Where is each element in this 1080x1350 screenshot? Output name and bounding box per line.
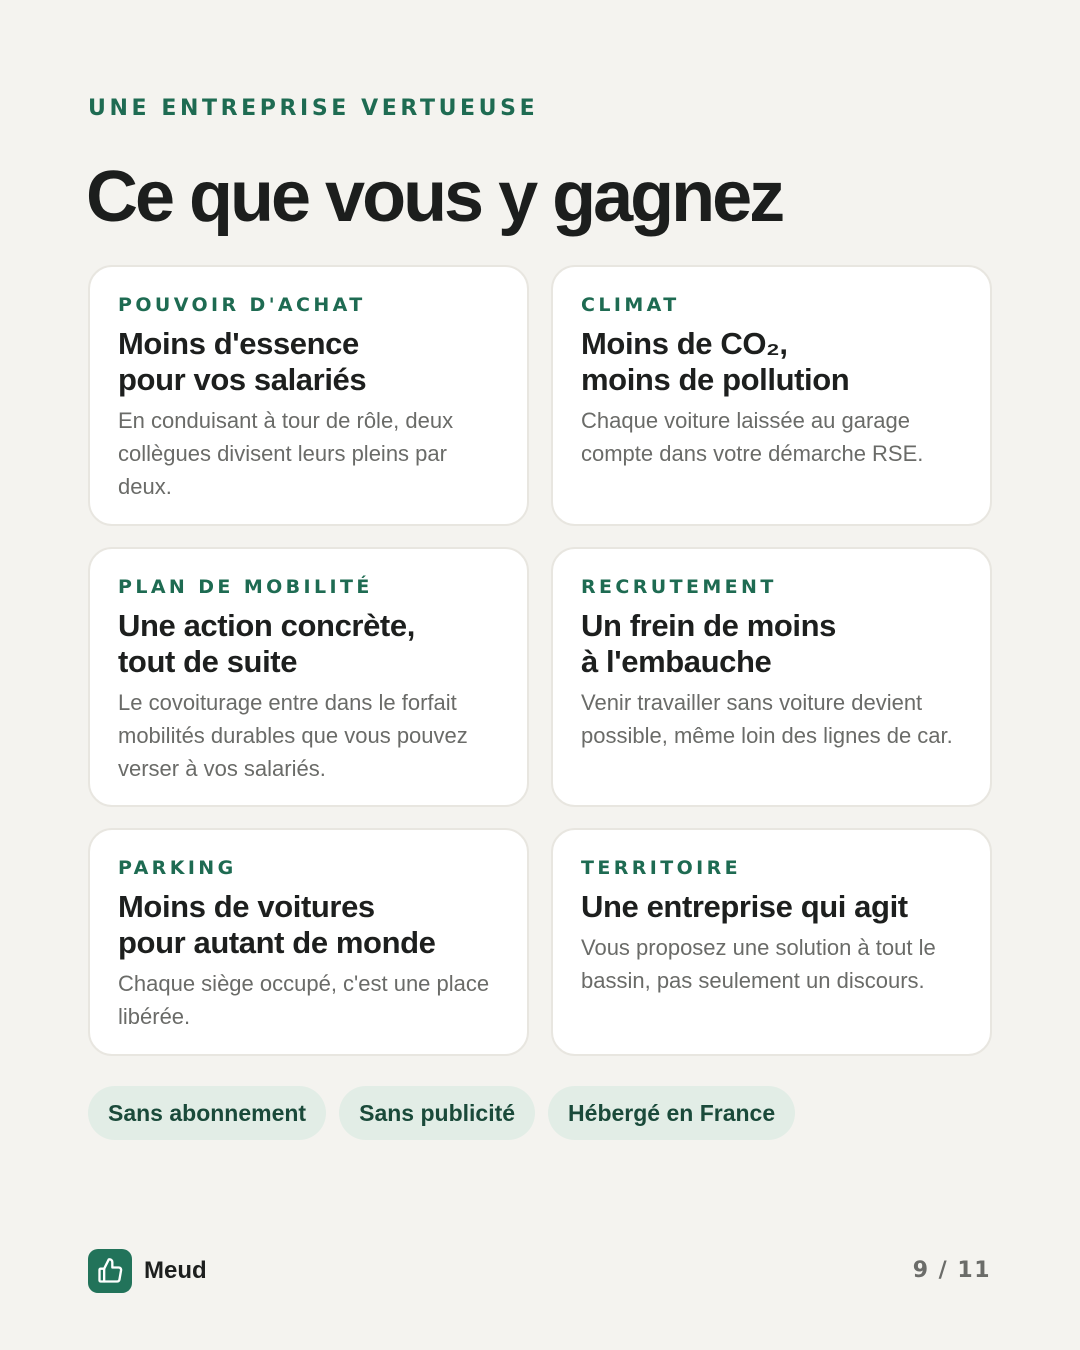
benefits-grid bbox=[88, 265, 992, 1056]
card-body: Venir travailler sans voiture devient possible, même loin des lignes de car. bbox=[581, 690, 953, 748]
card-heading: Moins de CO₂, moins de pollution bbox=[581, 326, 850, 397]
brand-name: Meud bbox=[144, 1257, 207, 1284]
card-heading: Moins d'essence pour vos salariés bbox=[118, 326, 367, 397]
card-body: Chaque siège occupé, c'est une place libérée. bbox=[118, 971, 490, 1029]
card-heading: Une action concrète, tout de suite bbox=[118, 608, 415, 679]
card-heading: Une entreprise qui agit bbox=[581, 889, 908, 924]
page-counter: 9 / 11 bbox=[912, 1258, 991, 1283]
card-tag: PARKING bbox=[118, 857, 237, 879]
benefit-card-parking bbox=[88, 828, 529, 1056]
thumbs-up-icon bbox=[88, 1249, 132, 1293]
pill-sans-abonnement: Sans abonnement bbox=[88, 1086, 326, 1140]
card-body: En conduisant à tour de rôle, deux collègues divisent leurs pleins par deux. bbox=[118, 408, 454, 499]
feature-pills bbox=[88, 1086, 795, 1140]
card-tag: TERRITOIRE bbox=[581, 857, 742, 879]
card-tag: POUVOIR D'ACHAT bbox=[118, 294, 366, 316]
pill-heberge-france: Hébergé en France bbox=[548, 1086, 795, 1140]
card-body: Vous proposez une solution à tout le bassin, pas seulement un discours. bbox=[581, 935, 936, 993]
benefit-card-plan-mobilite bbox=[88, 547, 529, 807]
card-body: Le covoiturage entre dans le forfait mobilités durables que vous pouvez verser à vos salariés. bbox=[118, 690, 468, 781]
eyebrow-label: UNE ENTREPRISE VERTUEUSE bbox=[88, 96, 539, 121]
card-body: Chaque voiture laissée au garage compte dans votre démarche RSE. bbox=[581, 408, 924, 466]
pill-sans-publicite: Sans publicité bbox=[339, 1086, 535, 1140]
brand bbox=[88, 1249, 207, 1293]
card-tag: RECRUTEMENT bbox=[581, 576, 777, 598]
page-title: Ce que vous y gagnez bbox=[86, 157, 783, 237]
card-heading: Moins de voitures pour autant de monde bbox=[118, 889, 436, 960]
benefit-card-recrutement bbox=[551, 547, 992, 807]
card-heading: Un frein de moins à l'embauche bbox=[581, 608, 837, 679]
benefit-card-climat bbox=[551, 265, 992, 526]
card-tag: PLAN DE MOBILITÉ bbox=[118, 576, 373, 598]
card-tag: CLIMAT bbox=[581, 294, 680, 316]
benefit-card-territoire bbox=[551, 828, 992, 1056]
benefit-card-pouvoir-achat bbox=[88, 265, 529, 526]
